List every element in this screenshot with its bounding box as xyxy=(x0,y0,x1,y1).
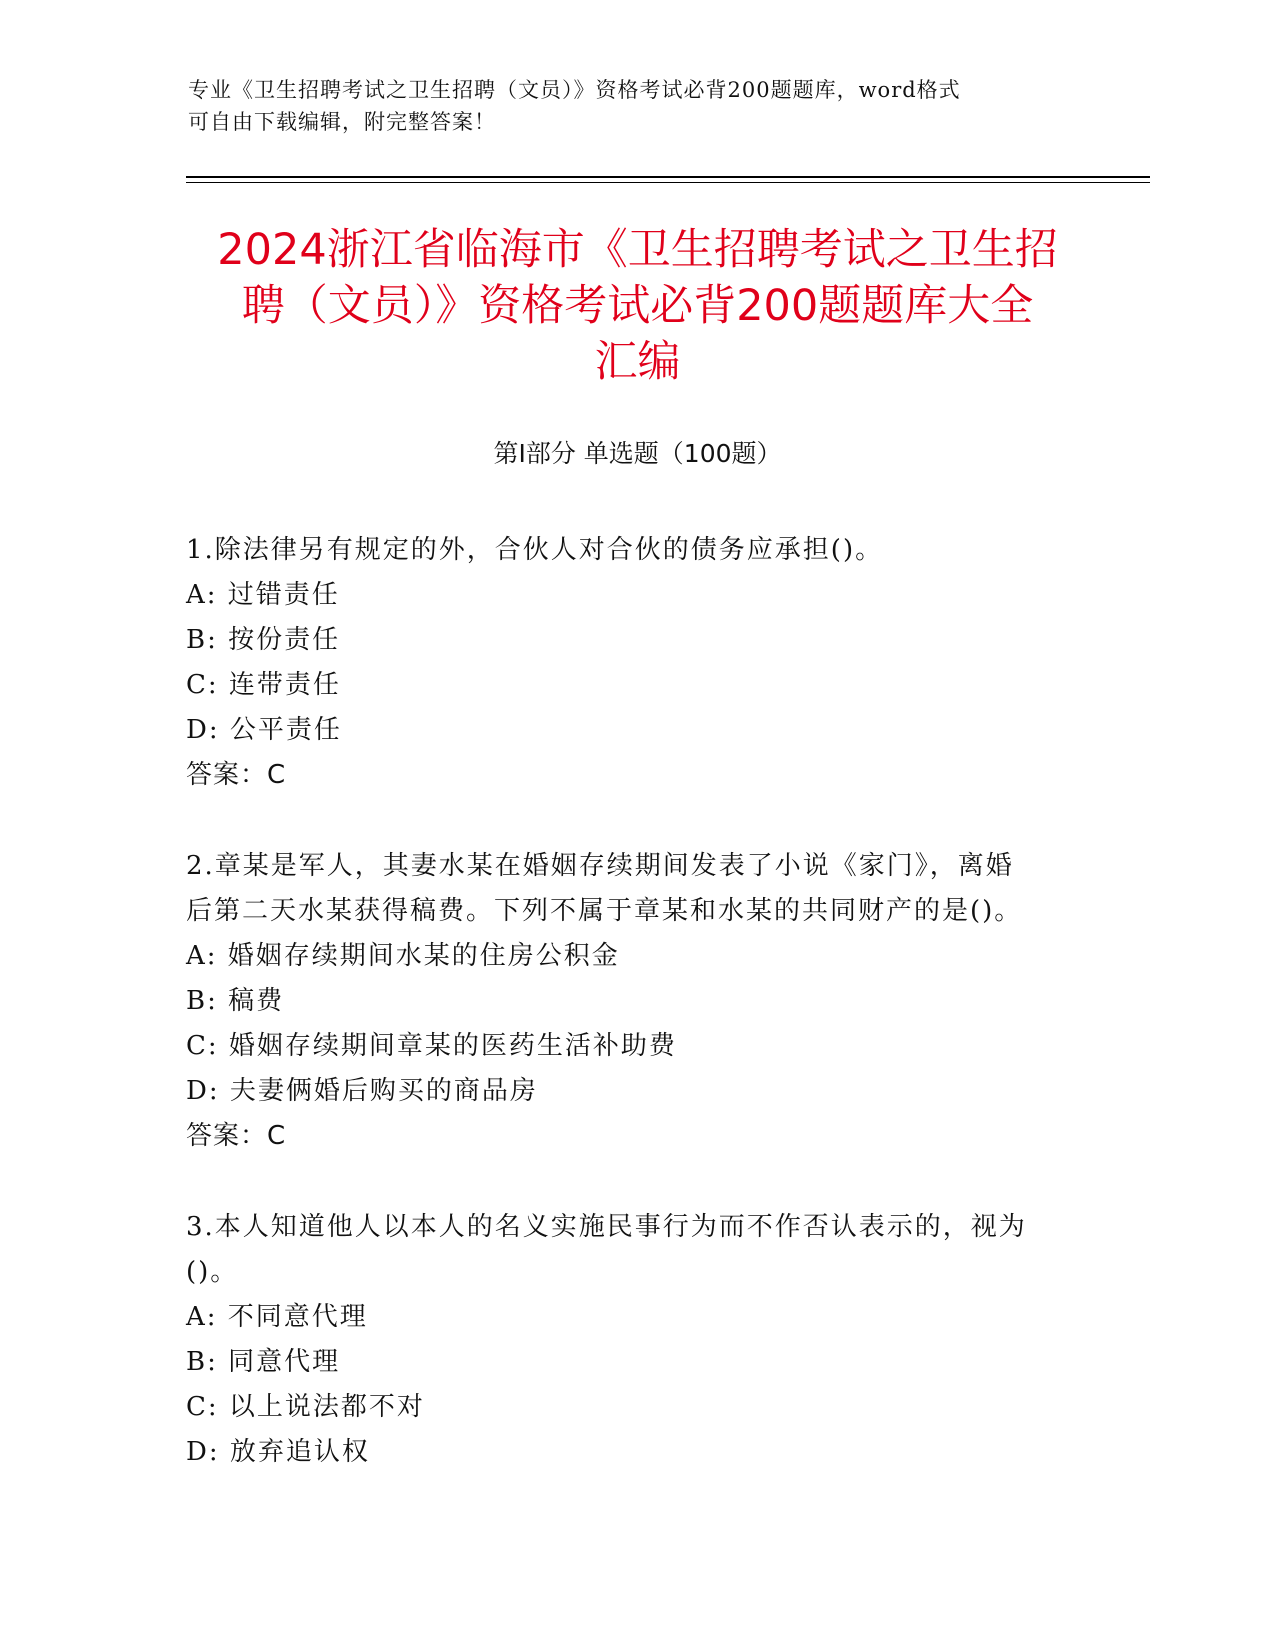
option-a: A: 婚姻存续期间水某的住房公积金 xyxy=(186,941,620,971)
title-line: 汇编 xyxy=(594,337,681,387)
header-note-line: 可自由下载编辑，附完整答案！ xyxy=(188,110,496,134)
question-stem: 3.本人知道他人以本人的名义实施民事行为而不作否认表示的，视为 xyxy=(186,1212,1027,1242)
question-1 xyxy=(186,528,1086,798)
option-c: C: 以上说法都不对 xyxy=(186,1392,425,1422)
option-d: D: 夫妻俩婚后购买的商品房 xyxy=(186,1076,538,1106)
answer: 答案：C xyxy=(186,1121,287,1151)
header-note-line: 专业《卫生招聘考试之卫生招聘（文员）》资格考试必背200题题库，word格式 xyxy=(188,78,961,102)
section-heading: 第Ⅰ部分 单选题（100题） xyxy=(493,439,782,468)
option-c: C: 连带责任 xyxy=(186,670,341,700)
question-stem: 2.章某是军人，其妻水某在婚姻存续期间发表了小说《家门》，离婚 xyxy=(186,851,1014,881)
question-spacer xyxy=(186,798,1086,844)
option-d: D: 放弃追认权 xyxy=(186,1437,370,1467)
option-c: C: 婚姻存续期间章某的医药生活补助费 xyxy=(186,1031,677,1061)
option-b: B: 按份责任 xyxy=(186,625,341,655)
header-divider-thin xyxy=(186,182,1150,183)
question-stem: 后第二天水某获得稿费。下列不属于章某和水某的共同财产的是()。 xyxy=(186,896,1023,926)
question-3 xyxy=(186,1205,1086,1475)
question-spacer xyxy=(186,1159,1086,1205)
option-a: A: 不同意代理 xyxy=(186,1302,368,1332)
option-b: B: 同意代理 xyxy=(186,1347,341,1377)
document-title xyxy=(150,222,1125,390)
question-stem: ()。 xyxy=(186,1257,239,1287)
option-d: D: 公平责任 xyxy=(186,715,342,745)
option-b: B: 稿费 xyxy=(186,986,285,1016)
title-line: 2024浙江省临海市《卫生招聘考试之卫生招 xyxy=(217,225,1058,275)
question-stem: 1.除法律另有规定的外，合伙人对合伙的债务应承担()。 xyxy=(186,535,884,565)
question-list xyxy=(186,528,1086,1475)
header-note xyxy=(188,74,1088,138)
answer: 答案：C xyxy=(186,760,287,790)
title-line: 聘（文员）》资格考试必背200题题库大全 xyxy=(241,281,1034,331)
question-2 xyxy=(186,844,1086,1159)
header-divider-thick xyxy=(186,176,1150,178)
option-a: A: 过错责任 xyxy=(186,580,340,610)
